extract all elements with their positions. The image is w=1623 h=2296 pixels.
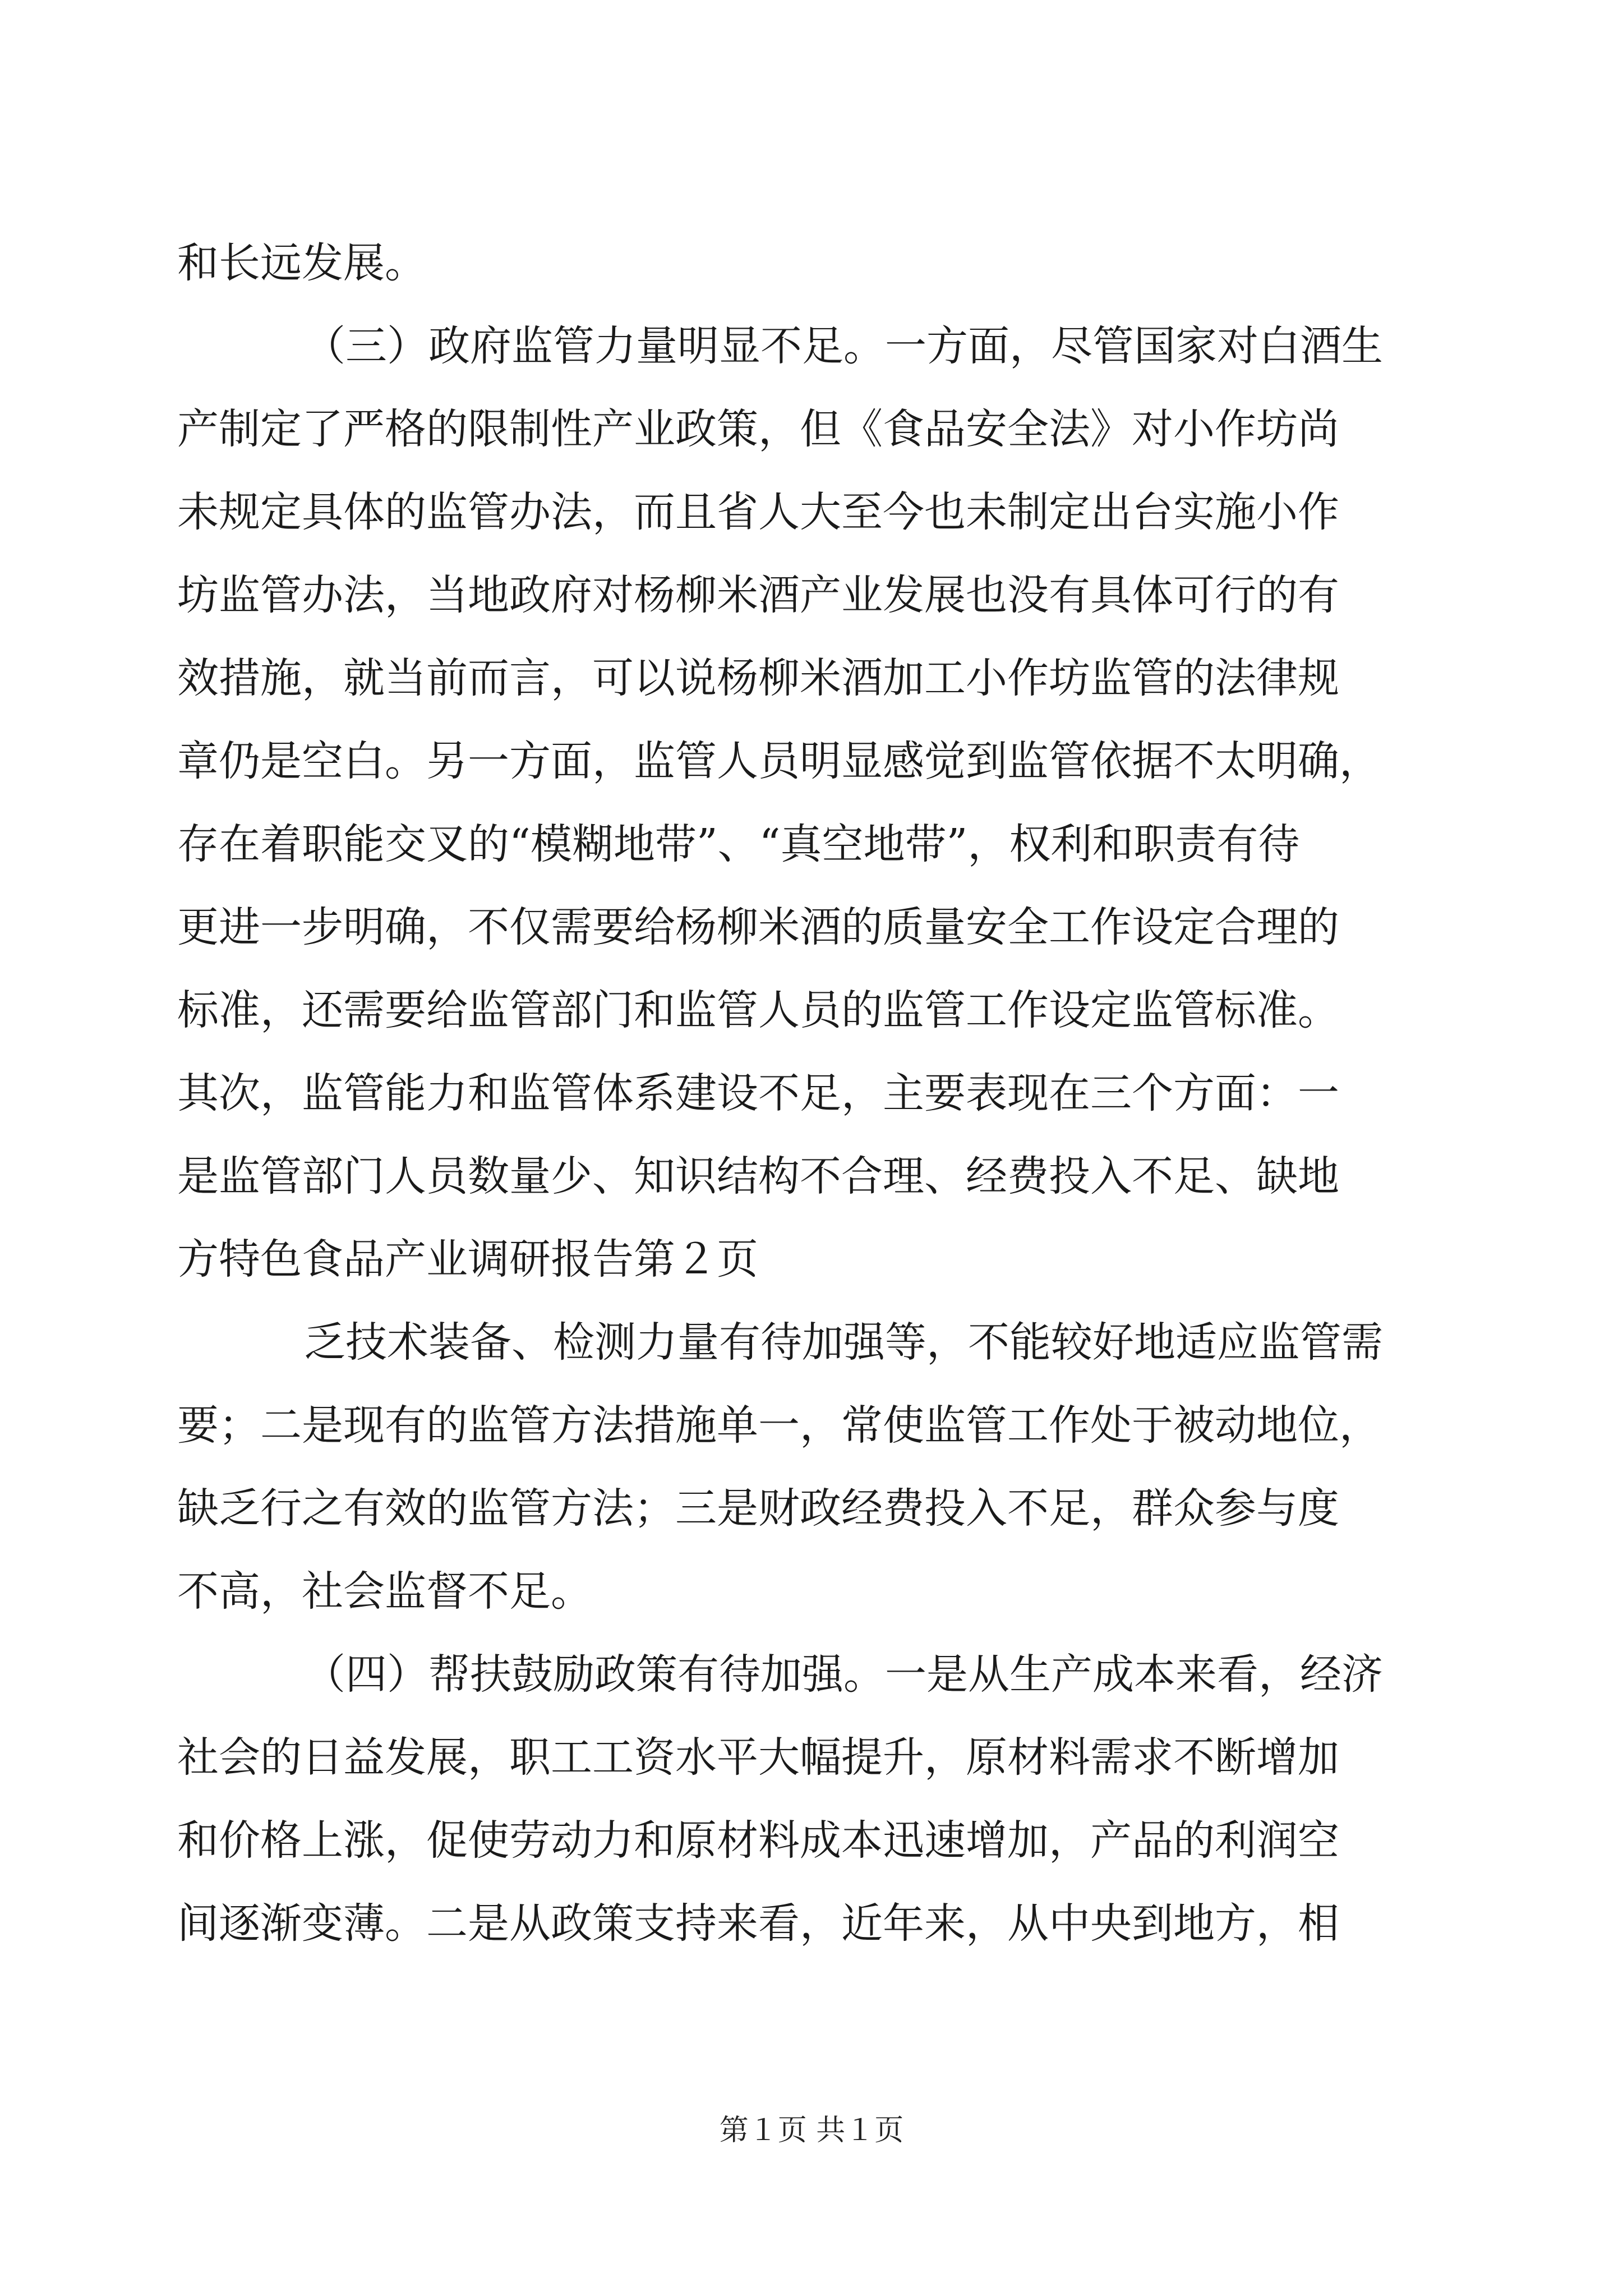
text-line: 章仍是空白。另一方面，监管人员明显感觉到监管依据不太明确， (177, 737, 1381, 785)
text-line: 产制定了严格的限制性产业政策，但《食品安全法》对小作坊尚 (177, 405, 1339, 453)
section-heading-line: （三）政府监管力量明显不足。一方面，尽管国家对白酒生 (304, 322, 1383, 370)
text-line: 坊监管办法，当地政府对杨柳米酒产业发展也没有具体可行的有 (177, 571, 1339, 619)
text-line: 方特色食品产业调研报告第２页 (177, 1235, 758, 1283)
text-line: 效措施，就当前而言，可以说杨柳米酒加工小作坊监管的法律规 (177, 654, 1339, 702)
page-footer: 第１页 共１页 (719, 2114, 904, 2147)
text-line: 社会的日益发展，职工工资水平大幅提升，原材料需求不断增加 (177, 1733, 1339, 1782)
section-heading-line: （四）帮扶鼓励政策有待加强。一是从生产成本来看，经济 (304, 1650, 1383, 1699)
text-line: 和长远发展。 (177, 239, 426, 287)
text-line: 间逐渐变薄。二是从政策支持来看，近年来，从中央到地方，相 (177, 1899, 1339, 1948)
text-line: 不高，社会监督不足。 (177, 1567, 592, 1616)
text-line: 存在着职能交叉的“模糊地带”、“真空地带”，权利和职责有待 (177, 820, 1300, 868)
text-line: 缺乏行之有效的监管方法；三是财政经费投入不足，群众参与度 (177, 1484, 1339, 1533)
text-line: 标准，还需要给监管部门和监管人员的监管工作设定监管标准。 (177, 986, 1339, 1034)
text-line: 和价格上涨，促使劳动力和原材料成本迅速增加，产品的利润空 (177, 1816, 1339, 1865)
text-line: 更进一步明确，不仅需要给杨柳米酒的质量安全工作设定合理的 (177, 903, 1339, 951)
text-line: 是监管部门人员数量少、知识结构不合理、经费投入不足、缺地 (177, 1152, 1339, 1200)
text-line: 乏技术装备、检测力量有待加强等，不能较好地适应监管需 (304, 1318, 1383, 1366)
text-line: 未规定具体的监管办法，而且省人大至今也未制定出台实施小作 (177, 488, 1339, 536)
text-line: 要；二是现有的监管方法措施单一，常使监管工作处于被动地位， (177, 1401, 1381, 1450)
text-line: 其次，监管能力和监管体系建设不足，主要表现在三个方面：一 (177, 1069, 1339, 1117)
